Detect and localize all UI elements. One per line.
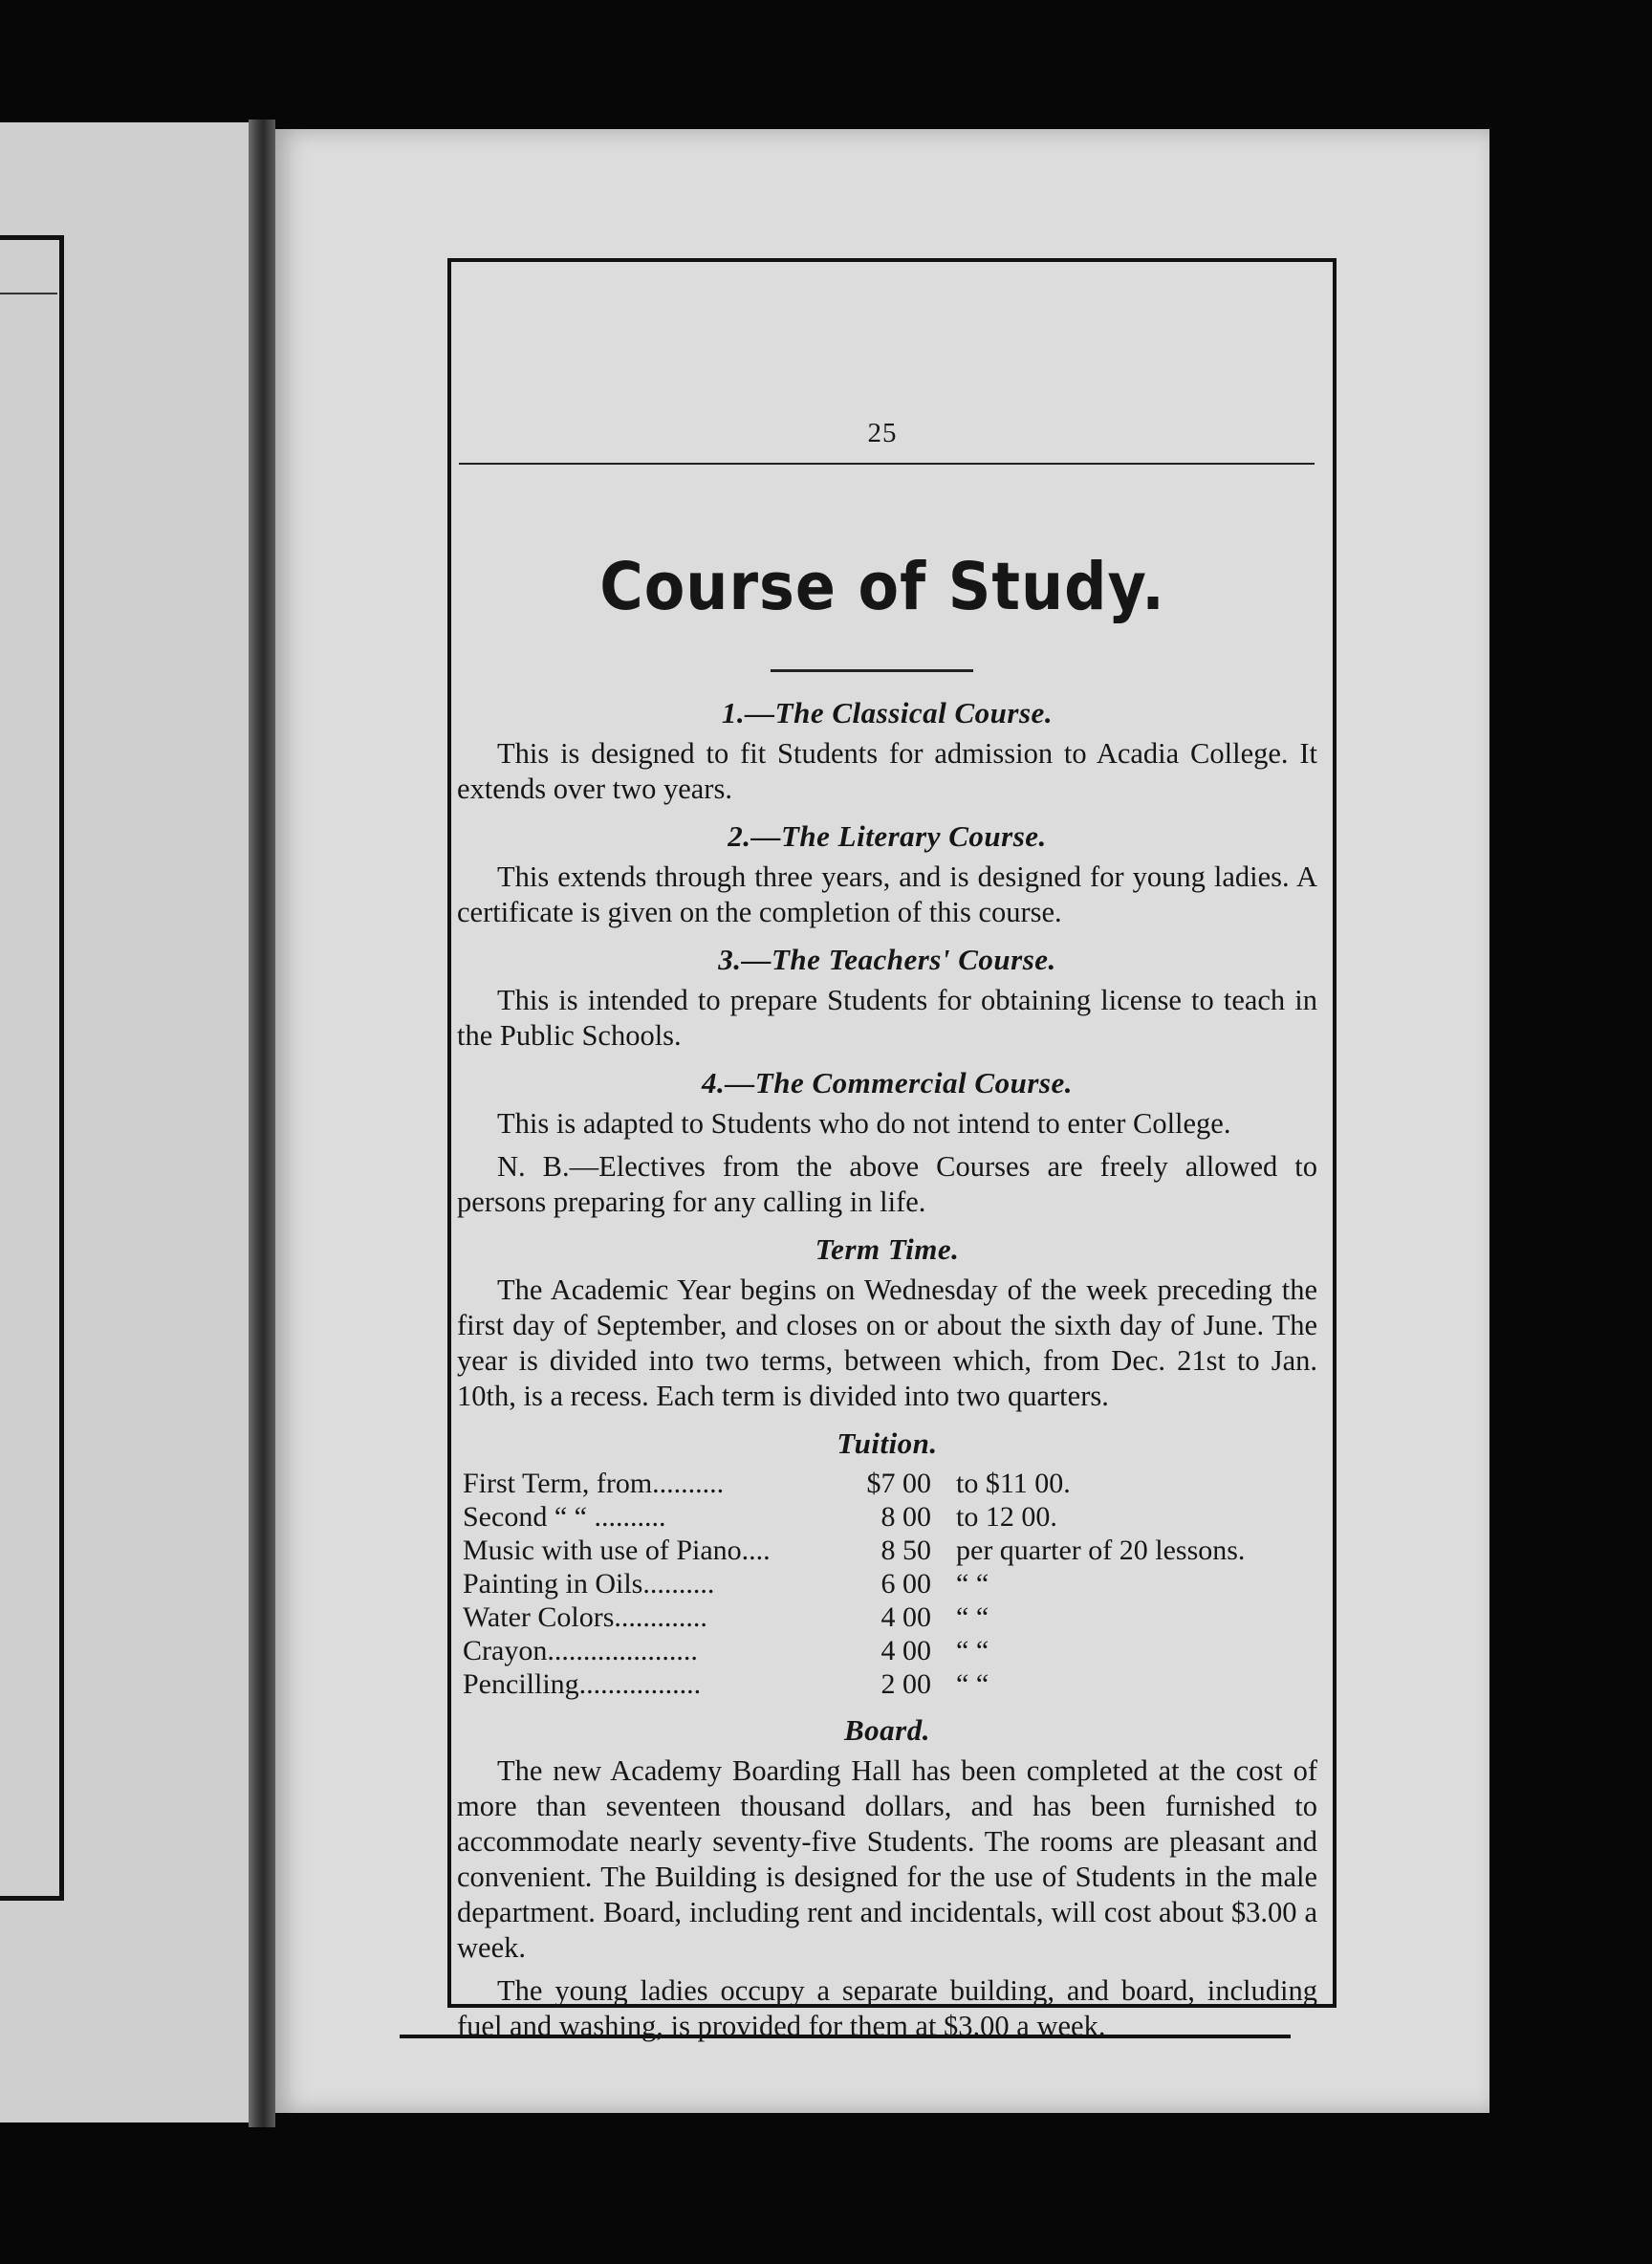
term-time-text: The Academic Year begins on Wednesday of the week preceding the first day of September, and closes on or about the sixth day of June. The year is divided into two terms, between which, from Dec. 21st to Jan. 10th, is a recess. Each term is divided into two quarters. [457, 1274, 1317, 1412]
tuition-item: Pencilling................. [463, 1668, 702, 1700]
course-text-classical: This is designed to fit Students for admission to Acadia College. It extends over two years. [457, 737, 1317, 805]
tuition-heading: Tuition. [837, 1426, 938, 1460]
left-page-frame [0, 235, 64, 1901]
course-text-commercial: This is adapted to Students who do not intend to enter College. [497, 1107, 1231, 1140]
course-heading-teachers: 3.—The Teachers' Course. [718, 943, 1056, 976]
tuition-range: per quarter of 20 lessons. [956, 1535, 1246, 1566]
tuition-range: “ “ [956, 1635, 989, 1666]
tuition-row [463, 1567, 1317, 1600]
tuition-range: to $11 00. [956, 1468, 1071, 1499]
course-heading-literary: 2.—The Literary Course. [728, 819, 1047, 853]
board-heading: Board. [844, 1713, 930, 1747]
nb-note: N. B.—Electives from the above Courses are freely allowed to persons preparing for any calling in life. [457, 1150, 1317, 1218]
tuition-amount: 4 00 [880, 1635, 931, 1666]
tuition-item: First Term, from.......... [463, 1468, 725, 1499]
course-text-literary: This extends through three years, and is designed for young ladies. A certificate is given on the completion of this course. [457, 860, 1317, 928]
title-rule [771, 669, 973, 672]
tuition-range: “ “ [956, 1601, 989, 1633]
board-text: The new Academy Boarding Hall has been completed at the cost of more than seventeen thousand dollars, and has been furnished to accommodate nearly seventy-five Students. The rooms are pleasant and convenient. The Building is designed for the use of Students in the male department. Board, including rent and incidentals, will cost about $3.00 a week. [457, 1754, 1317, 1964]
course-text-teachers: This is intended to prepare Students for obtaining license to teach in the Public Schools. [457, 984, 1317, 1052]
tuition-row [463, 1600, 1317, 1634]
tuition-range: to 12 00. [956, 1501, 1057, 1533]
left-page [0, 122, 253, 2122]
header-rule [459, 463, 1315, 465]
tuition-item: Painting in Oils.......... [463, 1568, 715, 1600]
tuition-amount: 2 00 [880, 1668, 931, 1700]
tuition-range: “ “ [956, 1568, 989, 1600]
tuition-item: Music with use of Piano.... [463, 1535, 771, 1566]
tuition-row [463, 1667, 1317, 1701]
tuition-amount: $7 00 [866, 1468, 931, 1499]
right-page [275, 129, 1489, 2113]
page-title: Course of Study. [599, 548, 1165, 625]
tuition-range: “ “ [956, 1668, 989, 1700]
course-heading-commercial: 4.—The Commercial Course. [702, 1066, 1073, 1099]
tuition-amount: 4 00 [880, 1601, 931, 1633]
book-spine [249, 120, 275, 2127]
page-content [457, 684, 1317, 2044]
tuition-row [463, 1467, 1317, 1500]
course-heading-classical: 1.—The Classical Course. [721, 696, 1054, 729]
tuition-item: Second “ “ .......... [463, 1501, 666, 1533]
left-page-rule [0, 293, 57, 294]
tuition-row [463, 1634, 1317, 1667]
tuition-item: Crayon..................... [463, 1635, 698, 1666]
tuition-table [463, 1467, 1317, 1701]
tuition-amount: 8 00 [880, 1501, 931, 1533]
term-time-heading: Term Time. [815, 1232, 960, 1266]
board-text-ladies: The young ladies occupy a separate building, and board, including fuel and washing, is provided for them at $3.00 a week. [457, 1974, 1317, 2042]
tuition-amount: 8 50 [880, 1535, 931, 1566]
tuition-row [463, 1500, 1317, 1534]
tuition-item: Water Colors............. [463, 1601, 707, 1633]
page-number: 25 [867, 418, 898, 448]
tuition-amount: 6 00 [880, 1568, 931, 1600]
tuition-row [463, 1534, 1317, 1567]
